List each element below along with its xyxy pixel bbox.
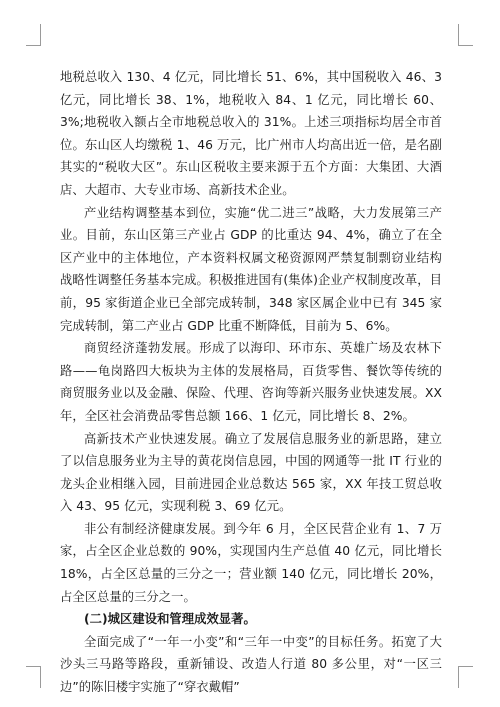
crop-mark-bottom-left-horizontal	[26, 666, 41, 667]
paragraph-tax-revenue: 地税总收入 130、4 亿元，同比增长 51、6%，其中国税收入 46、3 亿元，同比增长 38、1%，地税收入 84、1 亿元，同比增长 60、3%;地税收入额占全市地税总收入的 31%。上述三项指标均居全市首位。东山区人均缴税 1、46 万元，比广州市人均高出近一倍，是名副其实的“税收大区”。东山区税收主要来源于五个方面：大集团、大酒店、大超市、大专业市场、高新技术企业。	[60, 70, 442, 197]
crop-mark-bottom-right-horizontal	[458, 666, 473, 667]
document-body	[60, 66, 442, 699]
paragraph-urban-goals: 全面完成了“一年一小变”和“三年一中变”的目标任务。拓宽了大沙头三马路等路段，重新铺设、改造人行道 80 多公里，对“一区三边”的陈旧楼宇实施了“穿衣戴帽”	[60, 634, 442, 695]
crop-mark-top-right-horizontal	[458, 45, 473, 46]
crop-mark-top-right-vertical	[458, 24, 459, 46]
paragraph-commerce: 商贸经济蓬勃发展。形成了以海印、环市东、英雄广场及农林下路——龟岗路四大板块为主体的发展格局，百货零售、餐饮等传统的商贸服务业以及金融、保险、代理、咨询等新兴服务业快速发展。XX 年，全区社会消费品零售总额 166、1 亿元，同比增长 8、2%。	[60, 341, 442, 423]
section-heading-urban-construction: (二)城区建设和管理成效显著。	[84, 612, 256, 627]
crop-mark-bottom-left-vertical	[40, 666, 41, 688]
paragraph-high-tech: 高新技术产业快速发展。确立了发展信息服务业的新思路，建立了以信息服务业为主导的黄花岗信息园，中国的网通等一批 IT 行业的龙头企业相继入园，目前进园企业总数达 565 家，XX 年技工贸总收入 43、95 亿元，实现利税 3、69 亿元。	[60, 431, 442, 514]
paragraph-industrial-structure: 产业结构调整基本到位，实施“优二进三”战略，大力发展第三产业。目前，东山区第三产业占 GDP 的比重达 94、4%，确立了在全区产业中的主体地位，产本资料权属文秘资源网严禁复制剽窃业结构战略性调整任务基本完成。积极推进国有(集体)企业产权制度改革，目前，95 家街道企业已全部完成转制，348 家区属企业中已有 345 家完成转制，第二产业占 GDP 比重不断降低，目前为 5、6%。	[60, 205, 442, 333]
crop-mark-top-left-horizontal	[26, 45, 41, 46]
crop-mark-top-left-vertical	[40, 24, 41, 46]
crop-mark-bottom-right-vertical	[458, 666, 459, 688]
paragraph-private-economy: 非公有制经济健康发展。到今年 6 月，全区民营企业有 1、7 万家，占全区企业总数的 90%，实现国内生产总值 40 亿元，同比增长 18%，占全区总量的三分之一；营业额 140 亿元，同比增长 20%，占全区总量的三分之一。	[60, 521, 442, 604]
